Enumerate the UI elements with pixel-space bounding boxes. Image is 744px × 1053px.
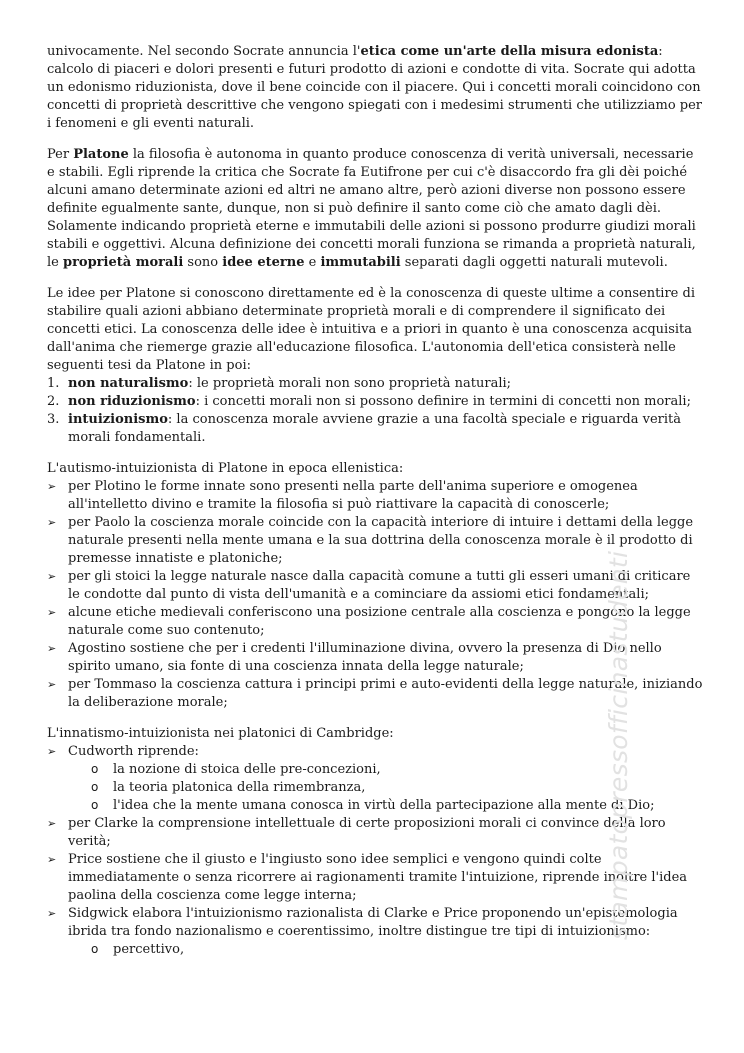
arrow-bullet-icon: ➢	[47, 853, 57, 866]
paragraph-socrate	[47, 43, 703, 133]
arrow-bullet-icon: ➢	[47, 642, 57, 655]
bold-term: immutabili	[320, 255, 401, 270]
text-span: e	[304, 255, 321, 270]
text-span: Agostino sostiene che per i credenti l'illuminazione divina, ovvero la presenza di Dio nello spirito umano, sia fonte di una coscienza innata della legge naturale;	[68, 641, 662, 674]
text-span: separati dagli oggetti naturali mutevoli.	[400, 255, 668, 270]
bold-term: non naturalismo	[68, 376, 189, 391]
text-span: alcune etiche medievali conferiscono una posizione centrale alla coscienza e pongono la legge naturale come suo contenuto;	[68, 605, 691, 638]
bold-term: proprietà morali	[62, 255, 184, 270]
paragraph-platone	[47, 146, 703, 272]
list-number: 3.	[47, 412, 60, 427]
list-item	[47, 393, 703, 411]
numbered-list	[47, 375, 703, 447]
arrow-bullet-icon: ➢	[47, 745, 57, 758]
list-number: 1.	[47, 376, 60, 391]
watermark: stampatopressofficinastudenti	[604, 550, 633, 940]
arrow-bullet-icon: ➢	[47, 606, 57, 619]
heading-hellenistic: L'autismo-intuizionista di Platone in epoca ellenistica:	[47, 461, 404, 476]
list-number: 2.	[47, 394, 60, 409]
arrow-bullet-icon: ➢	[47, 817, 57, 830]
bold-term: idee eterne	[222, 255, 305, 270]
text-span: Price sostiene che il giusto e l'ingiusto sono idee semplici e vengono quindi colte immediatamente o senza ricorrere ai ragionamenti tramite l'intuizione, riprende inoltre l'idea paolina della coscienza come legge interna;	[68, 852, 688, 903]
bold-term: intuizionismo	[68, 412, 168, 427]
text-span: percettivo,	[113, 942, 185, 957]
text-span: univocamente. Nel secondo Socrate annuncia l'	[47, 44, 361, 59]
text-span: : calcolo di piaceri e dolori presenti e futuri prodotto di azioni e condotte di vita. Socrate qui adotta un edonismo riduzionista, dove il bene coincide con il piacere. Qui i concetti morali coincidono con concetti di proprietà descrittive che vengono spiegati con i medesimi strumenti che utilizziamo per i fenomeni e gli eventi naturali.	[47, 44, 703, 131]
text-span: : le proprietà morali non sono proprietà naturali;	[188, 376, 512, 391]
bold-term: Platone	[73, 147, 129, 162]
paragraph-idee: Le idee per Platone si conoscono direttamente ed è la conoscenza di queste ultime a consentire di stabilire quali azioni abbiano determinate proprietà morali e di comprendere il significato dei concetti etici. La conoscenza delle idee è intuitiva e a priori in quanto è una conoscenza acquisita dall'anima che riemerge grazie all'educazione filosofica. L'autonomia dell'etica consisterà nelle seguenti tesi da Platone in poi:	[47, 286, 695, 373]
bold-term: etica come un'arte della misura edonista	[360, 44, 659, 59]
arrow-bullet-icon: ➢	[47, 570, 57, 583]
text-span: l'idea che la mente umana conosca in virtù della partecipazione alla mente di Dio;	[113, 798, 655, 813]
text-span: la teoria platonica della rimembranza,	[113, 780, 366, 795]
text-span: Cudworth riprende:	[68, 744, 199, 759]
text-span: : i concetti morali non si possono definire in termini di concetti non morali;	[195, 394, 691, 409]
heading-cambridge: L'innatismo-intuizionista nei platonici di Cambridge:	[47, 726, 394, 741]
arrow-bullet-icon: ➢	[47, 678, 57, 691]
text-span: la nozione di stoica delle pre-concezioni,	[113, 762, 381, 777]
text-span: la filosofia è autonoma in quanto produce conoscenza di verità universali, necessarie e stabili. Egli riprende la critica che Socrate fa Eutifrone per cui c'è disaccordo fra gli dèi poiché alcuni amano determinate azioni ed altri ne amano altre, però azioni diverse non possono essere definite egualmente sante, dunque, non si può definire il santo come ciò che amato dagli dèi. Solamente indicando proprietà eterne e immutabili delle azioni si possono produrre giudizi morali stabili e oggettivi. Alcuna definizione dei concetti morali funziona se rimanda a proprietà naturali, le	[47, 147, 696, 270]
arrow-bullet-icon: ➢	[47, 516, 57, 529]
sub-list-item	[47, 941, 703, 959]
circle-bullet-icon: o	[91, 780, 99, 794]
arrow-bullet-icon: ➢	[47, 907, 57, 920]
circle-bullet-icon: o	[91, 762, 99, 776]
list-item	[47, 411, 703, 447]
text-span: Per	[47, 147, 74, 162]
text-span: : la conoscenza morale avviene grazie a una facoltà speciale e riguarda verità morali fondamentali.	[68, 412, 681, 445]
arrow-bullet-icon: ➢	[47, 480, 57, 493]
circle-bullet-icon: o	[91, 798, 99, 812]
text-span: per Plotino le forme innate sono presenti nella parte dell'anima superiore e omogenea all'intelletto divino e tramite la filosofia si può riattivare la capacità di conoscerle;	[68, 479, 638, 512]
text-span: per Clarke la comprensione intellettuale di certe proposizioni morali ci convince della loro verità;	[68, 816, 666, 849]
text-span: per Tommaso la coscienza cattura i principi primi e auto-evidenti della legge naturale, iniziando la deliberazione morale;	[68, 677, 703, 710]
text-span: sono	[183, 255, 223, 270]
text-span: Sidgwick elabora l'intuizionismo razionalista di Clarke e Price proponendo un'epistemologia ibrida tra fondo nazionalismo e coerentissimo, inoltre distingue tre tipi di intuizionismo:	[68, 906, 678, 939]
bold-term: non riduzionismo	[68, 394, 196, 409]
circle-bullet-icon: o	[91, 942, 99, 956]
list-item	[47, 478, 703, 514]
text-span: per gli stoici la legge naturale nasce dalla capacità comune a tutti gli esseri umani di criticare le condotte dal punto di vista dell'umanità e a cominciare da assiomi etici fondamentali;	[68, 569, 691, 602]
list-item	[47, 375, 703, 393]
text-span: per Paolo la coscienza morale coincide con la capacità interiore di intuire i dettami della legge naturale presenti nella mente umana e la sua dottrina della conoscenza morale è il prodotto di premesse innatiste e platoniche;	[68, 515, 694, 566]
